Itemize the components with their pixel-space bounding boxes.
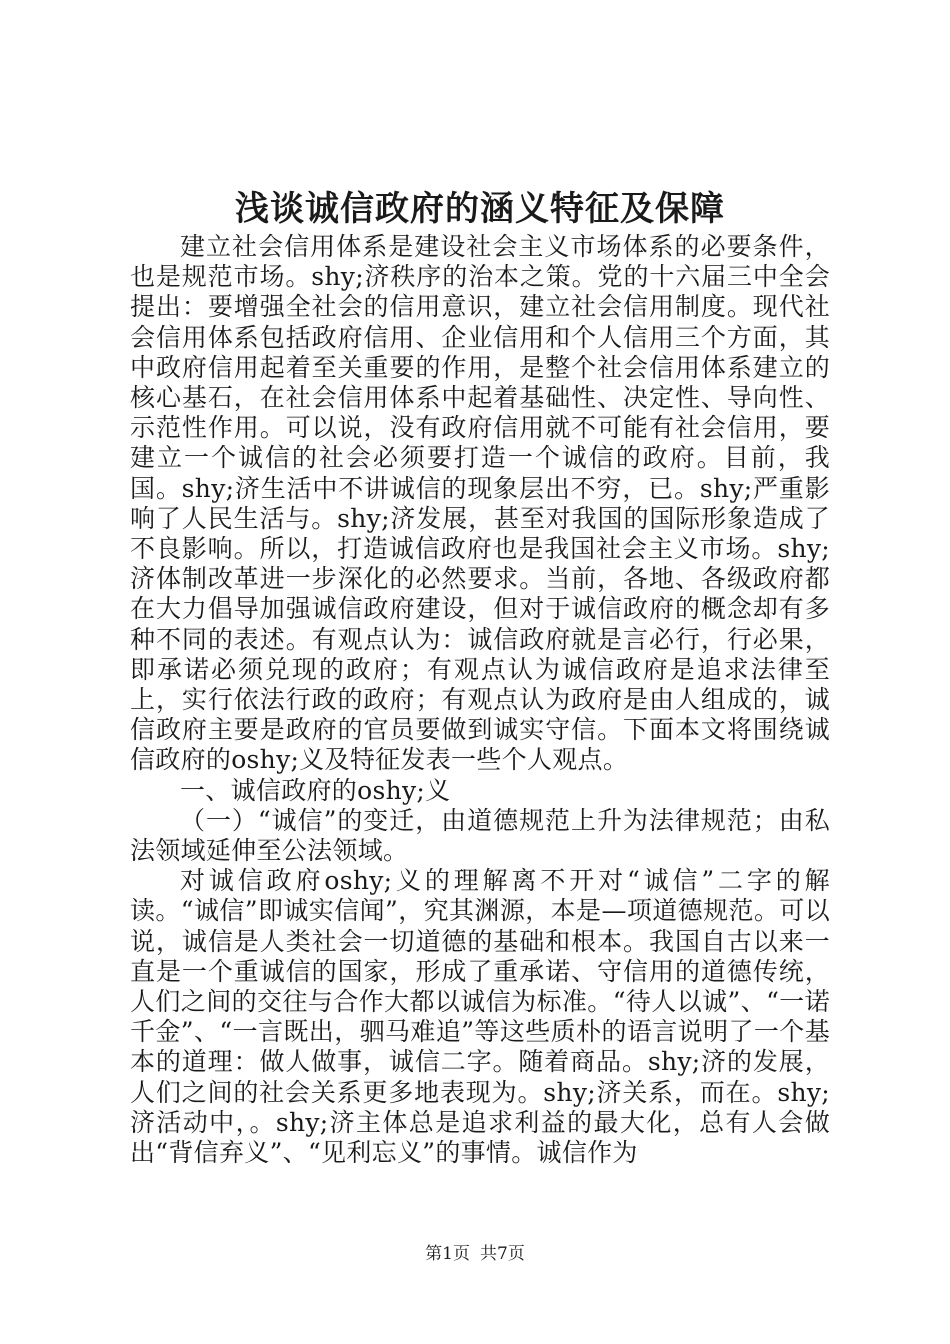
document-title: 浅谈诚信政府的涵义特征及保障 xyxy=(235,189,725,229)
page-number: 第1页 xyxy=(425,1244,470,1264)
paragraph-intro: 建立社会信用体系是建设社会主义市场体系的必要条件，也是规范市场。shy;济秩序的治本之策。党的十六届三中全会提出：要增强全社会的信用意识，建立社会信用制度。现代社会信用体系包括政府信用、企业信用和个人信用三个方面，其中政府信用起着至关重要的作用，是整个社会信用体系建立的核心基石，在社会信用体系中起着基础性、决定性、导向性、示范性作用。可以说，没有政府信用就不可能有社会信用，要建立一个诚信的社会必须要打造一个诚信的政府。目前，我国。shy;济生活中不讲诚信的现象层出不穷，已。shy;严重影响了人民生活与。shy;济发展，甚至对我国的国际形象造成了不良影响。所以，打造诚信政府也是我国社会主义市场。shy;济体制改革进一步深化的必然要求。当前，各地、各级政府都在大力倡导加强诚信政府建设，但对于诚信政府的概念却有多种不同的表述。有观点认为：诚信政府就是言必行，行必果，即承诺必须兑现的政府；有观点认为诚信政府是追求法律至上，实行依法行政的政府；有观点认为政府是由人组成的，诚信政府主要是政府的官员要做到诚实守信。下面本文将围绕诚信政府的oshy;义及特征发表一些个人观点。 xyxy=(130,232,830,775)
section-heading-1: 一、诚信政府的oshy;义 xyxy=(180,775,451,805)
document-page xyxy=(130,186,830,1168)
page-total: 共7页 xyxy=(480,1244,525,1264)
page-footer xyxy=(0,1242,950,1266)
subsection-heading-1: （一）“诚信”的变迁，由道德规范上升为法律规范；由私法领域延伸至公法领域。 xyxy=(130,805,830,866)
paragraph-body: 对诚信政府oshy;义的理解离不开对“诚信”二字的解读。“诚信”即诚实信闻”，究其渊源，本是—项道德规范。可以说，诚信是人类社会一切道德的基础和根本。我国自古以来一直是一个重诚信的国家，形成了重承诺、守信用的道德传统，人们之间的交往与合作大都以诚信为标准。“待人以诚”、“一诺千金”、“一言既出，驷马难追”等这些质朴的语言说明了一个基本的道理：做人做事，诚信二字。随着商品。shy;济的发展，人们之间的社会关系更多地表现为。shy;济关系，而在。shy;济活动中，。shy;济主体总是追求利益的最大化，总有人会做出“背信弃义”、“见利忘义”的事情。诚信作为 xyxy=(130,866,830,1168)
